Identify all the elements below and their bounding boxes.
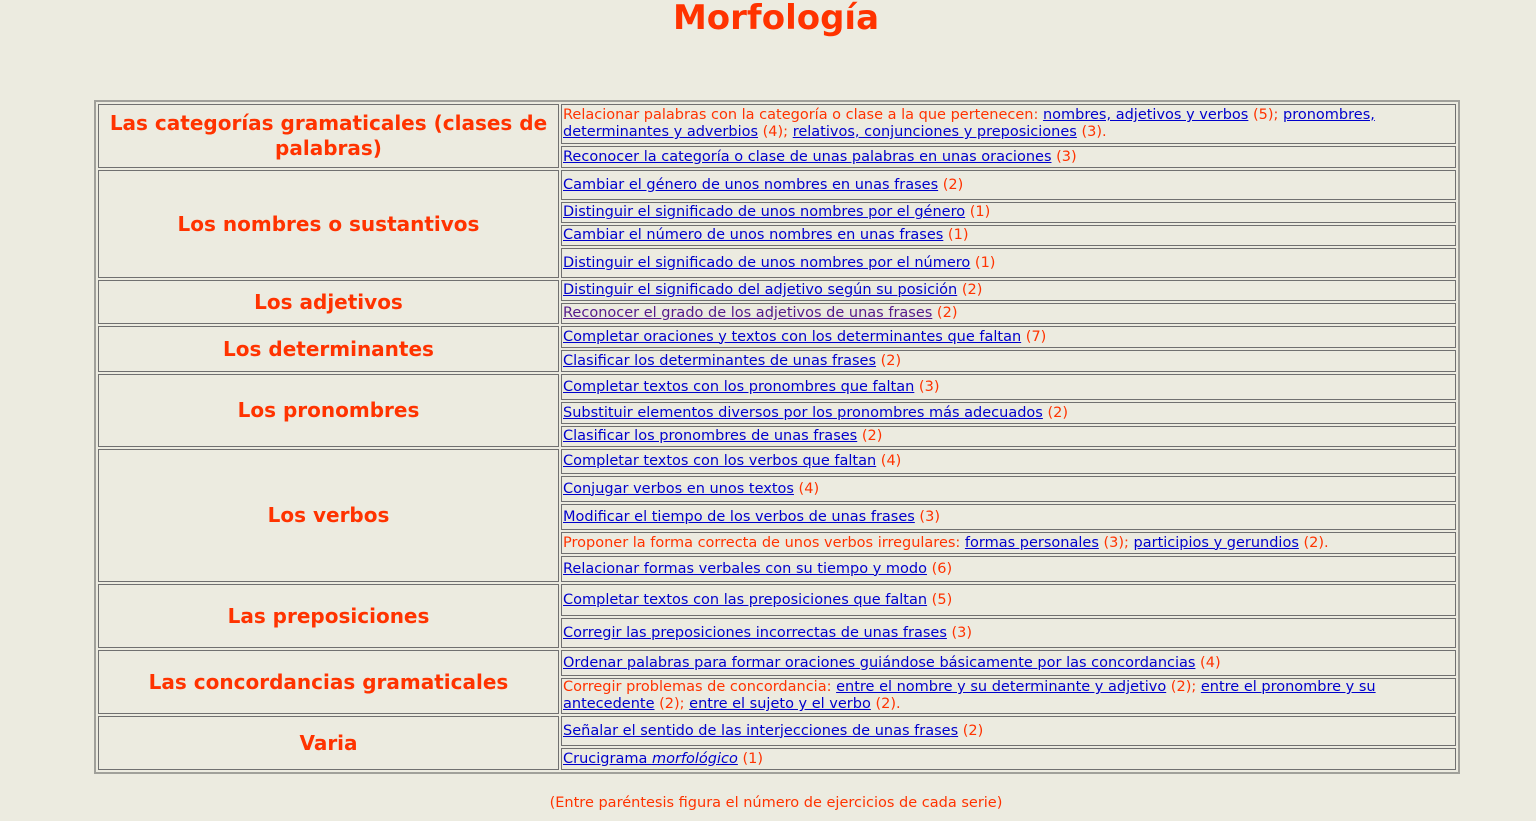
exercise-text: Relacionar palabras con la categoría o clase a la que pertenecen: <box>563 107 1043 123</box>
exercise-text: (4) <box>1195 654 1221 671</box>
exercise-link[interactable]: Cambiar el género de unos nombres en unas frases <box>563 176 939 193</box>
category-heading: Varia <box>98 716 559 770</box>
exercise-cell <box>561 280 1456 301</box>
exercise-cell <box>561 104 1456 144</box>
table-row <box>98 449 1456 474</box>
exercise-cell <box>561 426 1456 447</box>
exercise-link[interactable]: Ordenar palabras para formar oraciones guiándose básicamente por las concordancias <box>563 654 1196 671</box>
table-row <box>98 104 1456 144</box>
exercise-text: (1) <box>737 750 764 767</box>
exercise-cell <box>561 350 1456 372</box>
table-row <box>98 326 1456 348</box>
exercise-link[interactable]: Clasificar los pronombres de unas frases <box>563 428 858 444</box>
exercise-link[interactable]: entre el nombre y su determinante y adjetivo <box>836 679 1167 695</box>
exercise-link[interactable]: Reconocer la categoría o clase de unas palabras en unas oraciones <box>563 148 1052 165</box>
table-row <box>98 716 1456 746</box>
exercise-text: (3) <box>914 378 940 395</box>
exercise-text: (2) <box>958 722 984 739</box>
exercise-text: (1) <box>970 254 996 271</box>
footer-note: (Entre paréntesis figura el número de ejercicios de cada serie) <box>549 795 1003 811</box>
exercise-cell <box>561 678 1456 714</box>
exercise-link[interactable]: Substituir elementos diversos por los pronombres más adecuados <box>563 404 1043 421</box>
exercise-text: (4) <box>876 453 902 469</box>
category-heading: Los verbos <box>98 449 559 582</box>
exercise-link[interactable]: Completar textos con las preposiciones que faltan <box>563 591 928 608</box>
exercise-link[interactable]: Completar oraciones y textos con los determinantes que faltan <box>563 328 1022 345</box>
category-heading: Los nombres o sustantivos <box>98 170 559 278</box>
exercise-cell <box>561 202 1456 223</box>
table-row <box>98 584 1456 616</box>
exercise-text: (2). <box>870 696 901 712</box>
exercise-link[interactable]: nombres, adjetivos y verbos <box>1042 107 1249 123</box>
table-row <box>98 374 1456 400</box>
exercise-link[interactable]: Reconocer el grado de los adjetivos de unas frases <box>563 305 933 321</box>
exercise-cell <box>561 748 1456 770</box>
exercise-link[interactable]: Clasificar los determinantes de unas frases <box>563 352 877 369</box>
category-heading: Las categorías gramaticales (clases de palabras) <box>98 104 559 168</box>
exercise-link[interactable]: relativos, conjunciones y preposiciones <box>792 124 1077 140</box>
exercise-cell <box>561 584 1456 616</box>
category-heading: Los pronombres <box>98 374 559 447</box>
exercise-text: (4) <box>793 480 820 497</box>
table-row <box>98 170 1456 200</box>
page-title: Morfología <box>672 0 880 38</box>
exercise-cell <box>561 326 1456 348</box>
exercise-cell <box>561 618 1456 648</box>
exercise-text: (5); <box>1248 107 1284 123</box>
exercise-text: Corregir problemas de concordancia: <box>563 679 837 695</box>
exercise-text: (3) <box>914 508 940 525</box>
exercise-text: (3) <box>1051 148 1077 165</box>
exercise-text: (1) <box>965 204 991 220</box>
exercise-cell <box>561 170 1456 200</box>
exercise-text: (1) <box>943 227 969 243</box>
exercise-text: (3); <box>1098 534 1134 551</box>
category-heading: Los determinantes <box>98 326 559 372</box>
exercise-link[interactable]: Cambiar el número de unos nombres en unas frases <box>563 227 944 243</box>
exercise-link[interactable]: participios y gerundios <box>1133 534 1299 551</box>
exercise-text: (2) <box>938 176 964 193</box>
exercise-link[interactable]: Distinguir el significado de unos nombres por el género <box>563 204 966 220</box>
exercise-text: (3). <box>1076 124 1107 140</box>
exercise-text: (5) <box>927 591 953 608</box>
exercise-cell <box>561 303 1456 324</box>
category-heading: Los adjetivos <box>98 280 559 324</box>
exercise-text: (2) <box>932 305 958 321</box>
exercise-link[interactable]: Distinguir el significado de unos nombres por el número <box>563 254 971 271</box>
table-body <box>98 104 1456 770</box>
exercise-cell <box>561 532 1456 554</box>
exercise-text: (2) <box>1042 404 1069 421</box>
exercise-cell <box>561 449 1456 474</box>
table-row <box>98 280 1456 301</box>
exercise-text: (2) <box>876 352 902 369</box>
exercise-cell <box>561 504 1456 530</box>
exercise-text: (4); <box>758 124 793 140</box>
exercise-text: (2) <box>857 428 883 444</box>
exercise-link[interactable]: Corregir las preposiciones incorrectas de unas frases <box>563 624 947 641</box>
exercise-text: (2); <box>1166 679 1201 695</box>
category-heading: Las concordancias gramaticales <box>98 650 559 714</box>
exercise-cell <box>561 248 1456 278</box>
exercise-text: Proponer la forma correcta de unos verbos irregulares: <box>563 534 965 551</box>
exercise-link[interactable]: Señalar el sentido de las interjecciones de unas frases <box>563 722 959 739</box>
exercise-link[interactable]: formas personales <box>964 534 1099 551</box>
exercise-cell <box>561 146 1456 168</box>
exercise-link[interactable]: entre el sujeto y el verbo <box>689 696 871 712</box>
exercise-link[interactable]: morfológico <box>651 750 738 767</box>
exercise-text: (7) <box>1021 328 1047 345</box>
exercise-cell <box>561 476 1456 502</box>
exercise-cell <box>561 225 1456 246</box>
morphology-table <box>94 100 1460 774</box>
exercise-link[interactable]: Conjugar verbos en unos textos <box>563 480 794 497</box>
exercise-cell <box>561 650 1456 676</box>
table-row <box>98 650 1456 676</box>
exercise-link[interactable]: Modificar el tiempo de los verbos de unas frases <box>563 508 915 525</box>
exercise-link[interactable]: entre el pronombre y su antecedente <box>563 679 1376 712</box>
exercise-cell <box>561 374 1456 400</box>
exercise-cell <box>561 556 1456 582</box>
exercise-cell <box>561 402 1456 424</box>
exercise-link[interactable]: pronombres, determinantes y adverbios <box>563 107 1375 140</box>
exercise-cell <box>561 716 1456 746</box>
exercise-text: (2). <box>1298 534 1329 551</box>
exercise-link[interactable]: Crucigrama <box>563 750 652 767</box>
exercise-link[interactable]: Distinguir el significado del adjetivo según su posición <box>563 282 958 298</box>
exercise-link[interactable]: Completar textos con los verbos que faltan <box>563 453 877 469</box>
exercise-text: (2); <box>654 696 690 712</box>
exercise-text: (6) <box>927 560 953 577</box>
exercise-link[interactable]: Relacionar formas verbales con su tiempo y modo <box>563 560 928 577</box>
exercise-link[interactable]: Completar textos con los pronombres que faltan <box>563 378 915 395</box>
exercise-text: (2) <box>957 282 983 298</box>
category-heading: Las preposiciones <box>98 584 559 648</box>
exercise-text: (3) <box>946 624 973 641</box>
